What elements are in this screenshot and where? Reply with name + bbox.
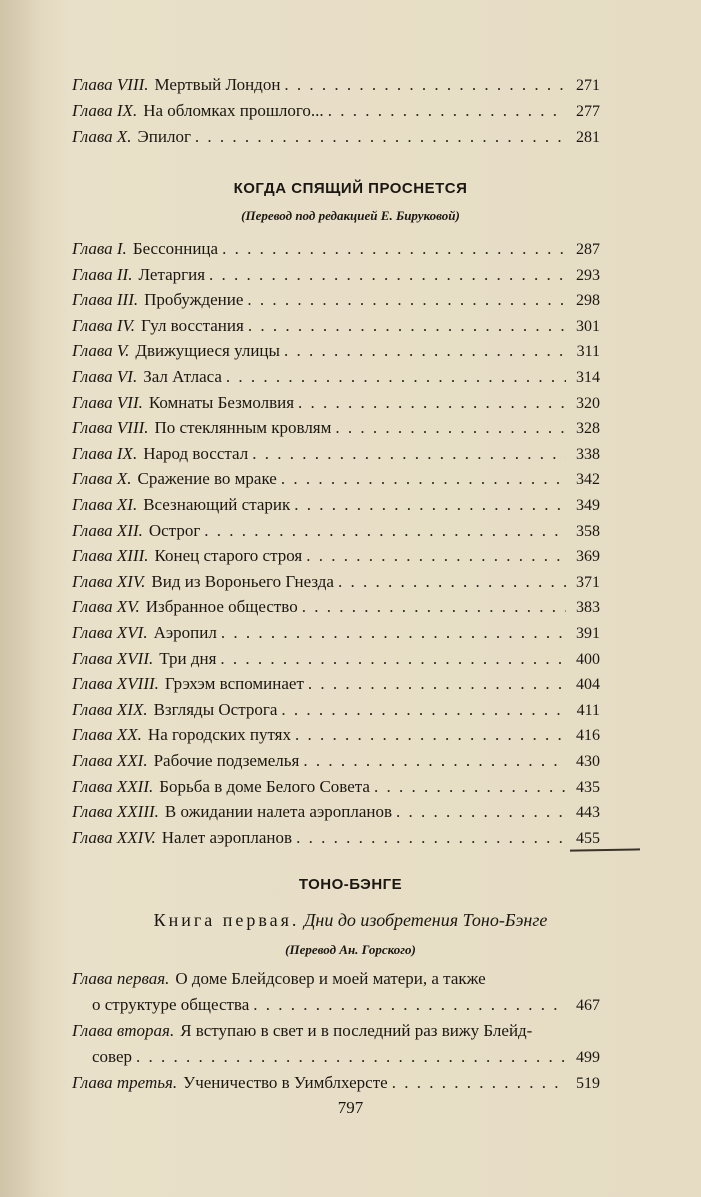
chapter-page: 383	[576, 599, 600, 617]
chapter-label: Глава VIII.	[72, 75, 149, 94]
toc-entry	[72, 620, 600, 646]
dot-leader	[247, 287, 566, 313]
chapter-label: Глава IX.	[72, 443, 138, 463]
chapter-label: Глава XVII.	[72, 648, 154, 668]
chapter-page: 338	[576, 445, 600, 463]
chapter-page: 416	[576, 727, 600, 745]
chapter-title: Гул восстания	[141, 315, 244, 335]
chapter-title: Комнаты Безмолвия	[148, 392, 295, 412]
chapter-label: Глава III.	[72, 290, 139, 310]
chapter-title: Ученичество в Уимблхерсте	[183, 1073, 388, 1092]
entry-first-line	[72, 966, 600, 992]
chapter-label: Глава XIX.	[72, 699, 148, 719]
toc-entry	[72, 671, 600, 697]
chapter-title: Конец старого строя	[154, 546, 303, 566]
section-title-tono-bungay: ТОНО-БЭНГЕ	[298, 876, 403, 893]
dot-leader	[226, 364, 566, 390]
toc-entry	[72, 825, 600, 851]
chapter-title: Грэхэм вспоминает	[164, 674, 304, 694]
chapter-label: Глава XII.	[72, 520, 143, 540]
chapter-title: Эпилог	[137, 127, 191, 146]
toc-entry	[72, 338, 600, 364]
toc-entry	[72, 799, 600, 825]
toc-entry	[72, 722, 600, 748]
chapter-title: Пробуждение	[144, 290, 244, 310]
toc-entry	[72, 518, 600, 544]
chapter-title: Вид из Вороньего Гнезда	[151, 571, 334, 591]
dot-leader	[335, 415, 566, 441]
chapter-title: Острог	[148, 520, 201, 540]
chapter-page: 411	[576, 701, 600, 719]
dot-leader	[308, 671, 566, 697]
dot-leader	[284, 338, 566, 364]
toc-entry	[72, 748, 600, 774]
chapter-label: Глава IX.	[72, 101, 138, 120]
chapter-page: 455	[576, 829, 600, 847]
chapter-label: Глава XVI.	[72, 623, 148, 642]
toc-entry	[72, 124, 600, 150]
dot-leader	[284, 72, 566, 98]
toc-entry	[72, 236, 600, 262]
dot-leader	[298, 390, 566, 416]
toc-entry	[72, 313, 600, 339]
chapter-page: 430	[576, 753, 600, 770]
toc-entry	[72, 492, 600, 518]
toc-entry	[72, 72, 600, 98]
toc-entry	[72, 774, 600, 800]
chapter-page: 519	[576, 1075, 600, 1092]
chapter-label: Глава X.	[72, 469, 132, 489]
chapter-label: Глава XI.	[72, 495, 138, 514]
entry-continuation	[72, 1044, 600, 1071]
chapter-page: 314	[576, 369, 600, 386]
chapter-title: Сражение во мраке	[137, 469, 277, 489]
dot-leader	[295, 722, 566, 748]
chapter-title: Рабочие подземелья	[153, 751, 300, 770]
toc-entry	[72, 441, 600, 467]
chapter-page: 293	[576, 266, 600, 284]
chapter-title: Народ восстал	[143, 443, 249, 463]
dot-leader	[306, 543, 566, 569]
chapter-label: Глава XX.	[72, 725, 142, 745]
chapter-page: 435	[576, 778, 600, 796]
dot-leader	[396, 799, 566, 825]
entry-line	[72, 1070, 600, 1097]
chapter-page: 443	[576, 804, 600, 822]
chapter-title: Взгляды Острога	[153, 699, 278, 719]
chapter-title: Движущиеся улицы	[135, 341, 280, 361]
chapter-page: 358	[576, 522, 600, 540]
toc-entry	[72, 466, 600, 492]
chapter-label: Глава I.	[72, 239, 127, 258]
dot-leader	[248, 313, 566, 339]
chapter-label: Глава XVIII.	[72, 674, 159, 694]
dot-leader	[281, 697, 566, 723]
chapter-label: Глава VI.	[72, 367, 138, 386]
chapter-label: Глава VIII.	[72, 418, 149, 438]
book-prefix: Книга первая.	[153, 910, 300, 930]
toc-entry	[72, 262, 600, 288]
chapter-page: 369	[576, 548, 600, 566]
toc-entry	[72, 569, 600, 595]
dot-leader	[222, 236, 566, 262]
toc-entry	[72, 415, 600, 441]
chapter-page: 320	[576, 394, 600, 412]
dot-leader	[195, 124, 566, 150]
dot-leader	[204, 518, 566, 544]
chapter-page: 371	[576, 573, 600, 591]
page-number: 797	[337, 1098, 364, 1117]
dot-leader	[253, 992, 566, 1018]
chapter-title: Я вступаю в свет и в последний раз вижу Блейд-	[180, 1021, 533, 1040]
toc-entry	[72, 98, 600, 124]
toc-entry-wrapped	[72, 1018, 600, 1071]
chapter-title: Аэропил	[153, 623, 217, 642]
toc-entry	[72, 594, 600, 620]
chapter-page: 277	[576, 103, 600, 120]
dot-leader	[294, 492, 566, 518]
dot-leader	[328, 98, 566, 124]
chapter-title: Избранное общество	[145, 597, 298, 617]
chapter-title: Зал Атласа	[143, 367, 222, 386]
book-title: Дни до изобретения Тоно-Бэнге	[303, 910, 548, 930]
chapter-label: Глава XV.	[72, 597, 140, 617]
chapter-page: 281	[576, 129, 600, 146]
chapter-page: 328	[576, 420, 600, 438]
chapter-label: Глава IV.	[72, 315, 136, 335]
chapter-page: 467	[576, 997, 600, 1014]
chapter-label: Глава XXIV.	[72, 827, 156, 847]
chapter-label: Глава третья.	[72, 1073, 178, 1092]
chapter-label: Глава XXII.	[72, 776, 154, 796]
dot-leader	[136, 1044, 566, 1070]
dot-leader	[209, 262, 566, 288]
dot-leader	[374, 774, 566, 800]
section-subtitle-sleeper: (Перевод под редакцией Е. Бируковой)	[241, 208, 460, 223]
chapter-title: В ожидании налета аэропланов	[164, 802, 392, 822]
chapter-title-cont: совер	[92, 1047, 133, 1066]
chapter-page: 298	[576, 292, 600, 310]
chapter-title: По стеклянным кровлям	[154, 418, 332, 438]
chapter-page: 301	[576, 317, 600, 335]
chapter-page: 404	[576, 676, 600, 694]
chapter-page: 391	[576, 625, 600, 642]
chapter-title: Бессонница	[132, 239, 219, 258]
chapter-page: 349	[576, 497, 600, 514]
chapter-label: Глава V.	[72, 341, 130, 361]
dot-leader	[220, 646, 566, 672]
dot-leader	[302, 594, 566, 620]
chapter-title: Летаргия	[138, 264, 206, 284]
toc-entry	[72, 364, 600, 390]
dot-leader	[303, 748, 566, 774]
chapter-title: Всезнающий старик	[143, 495, 291, 514]
chapter-title: Налет аэропланов	[161, 827, 293, 847]
dot-leader	[252, 441, 566, 467]
chapter-title: На обломках прошлого...	[143, 101, 324, 120]
section-subtitle-tono-bungay: (Перевод Ан. Горского)	[285, 942, 416, 957]
chapter-title-cont: о структуре общества	[92, 995, 250, 1014]
toc-entry-wrapped	[72, 966, 600, 1019]
entry-continuation	[72, 992, 600, 1019]
toc-entry	[72, 287, 600, 313]
dot-leader	[281, 466, 566, 492]
dot-leader	[338, 569, 566, 595]
toc-entry	[72, 646, 600, 672]
dot-leader	[221, 620, 566, 646]
toc-entry	[72, 697, 600, 723]
chapter-page: 287	[576, 241, 600, 258]
section-title-sleeper: КОГДА СПЯЩИЙ ПРОСНЕТСЯ	[233, 180, 468, 197]
dot-leader	[296, 825, 566, 851]
chapter-label: Глава XIV.	[72, 571, 146, 591]
chapter-title: Три дня	[159, 648, 217, 668]
chapter-title: Мертвый Лондон	[154, 75, 281, 94]
chapter-page: 342	[576, 471, 600, 489]
book-heading	[0, 910, 701, 931]
chapter-title: На городских путях	[147, 725, 291, 745]
chapter-label: Глава вторая.	[72, 1021, 175, 1040]
chapter-label: Глава XXI.	[72, 751, 148, 770]
chapter-page: 499	[576, 1049, 600, 1066]
toc-entry	[72, 390, 600, 416]
chapter-label: Глава XXIII.	[72, 802, 159, 822]
toc-entry-wrapped	[72, 1070, 600, 1097]
chapter-page: 311	[576, 343, 600, 361]
chapter-label: Глава первая.	[72, 969, 170, 988]
entry-first-line	[72, 1018, 600, 1044]
chapter-label: Глава XIII.	[72, 546, 149, 566]
chapter-page: 271	[576, 77, 600, 94]
chapter-label: Глава VII.	[72, 392, 143, 412]
chapter-title: Борьба в доме Белого Совета	[159, 776, 370, 796]
chapter-label: Глава II.	[72, 264, 133, 284]
chapter-page: 400	[576, 650, 600, 668]
chapter-label: Глава X.	[72, 127, 132, 146]
chapter-title: О доме Блейдсовер и моей матери, а также	[175, 969, 486, 988]
dot-leader	[392, 1070, 566, 1096]
toc-entry	[72, 543, 600, 569]
